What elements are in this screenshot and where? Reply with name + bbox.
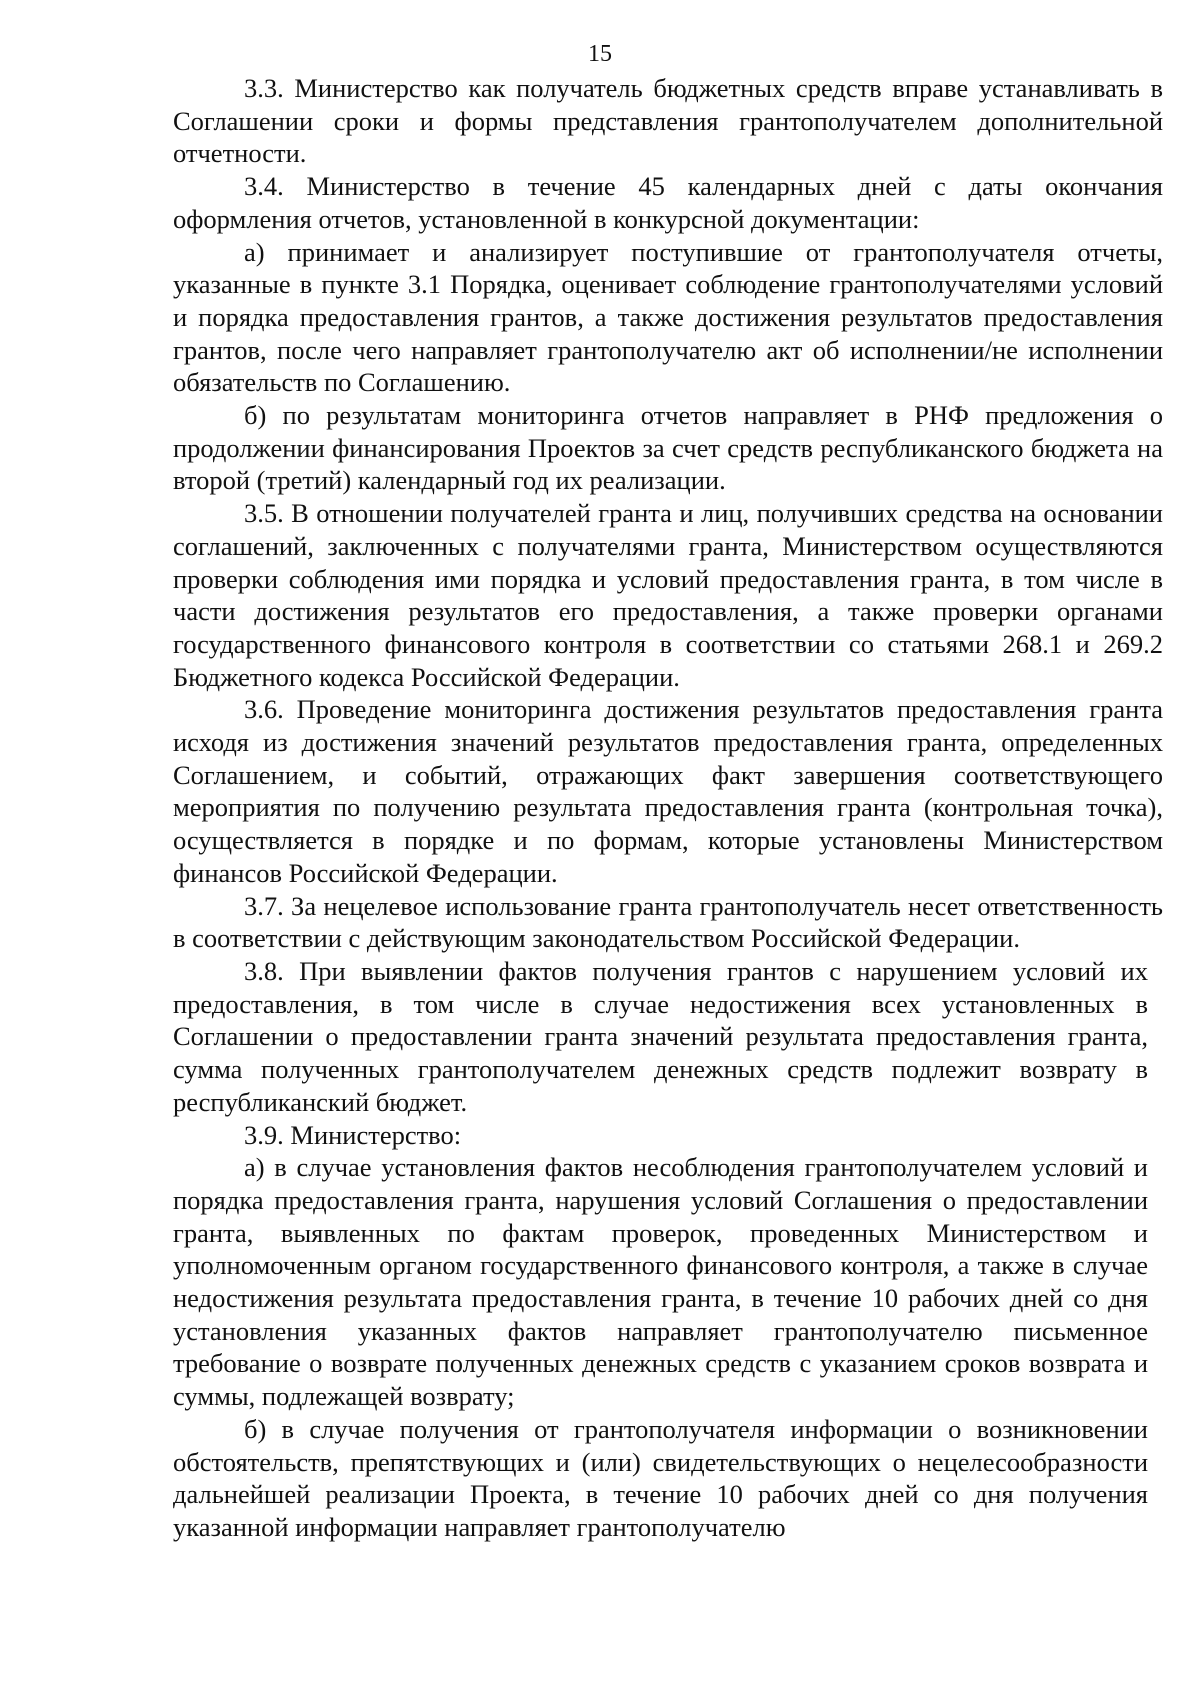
paragraph-3-5: 3.5. В отношении получателей гранта и лиц, получивших средства на основании соглашений, заключенных с получателями гранта, Министерством осуществляются проверки соблюдения ими порядка и условий предоставления гранта, в том числе в части достижения результатов его предоставления, а также проверки органами государственного финансового контроля в соответствии со статьями 268.1 и 269.2 Бюджетного кодекса Российской Федерации.: [173, 498, 1163, 692]
paragraph-3-9-a: а) в случае установления фактов несоблюдения грантополучателем условий и порядка предоставления гранта, нарушения условий Соглашения о предоставлении гранта, выявленных по фактам проверок, проведенных Министерством и уполномоченным органом государственного финансового контроля, а также в случае недостижения результата предоставления гранта, в течение 10 рабочих дней со дня установления указанных фактов направляет грантополучателю письменное требование о возврате полученных денежных средств с указанием сроков возврата и суммы, подлежащей возврату;: [173, 1152, 1148, 1412]
paragraph-3-4: 3.4. Министерство в течение 45 календарных дней с даты окончания оформления отчетов, установленной в конкурсной документации:: [173, 171, 1163, 234]
paragraph-3-6: 3.6. Проведение мониторинга достижения результатов предоставления гранта исходя из достижения значений результатов предоставления гранта, определенных Соглашением, и событий, отражающих факт завершения соответствующего мероприятия по получению результата предоставления гранта (контрольная точка), осуществляется в порядке и по формам, которые установлены Министерством финансов Российской Федерации.: [173, 694, 1163, 888]
paragraph-3-4-a: а) принимает и анализирует поступившие от грантополучателя отчеты, указанные в пункте 3.1 Порядка, оценивает соблюдение грантополучателями условий и порядка предоставления грантов, а также достижения результатов предоставления грантов, после чего направляет грантополучателю акт об исполнении/не исполнении обязательств по Соглашению.: [173, 236, 1163, 398]
page-number: 15: [588, 41, 612, 67]
paragraph-3-4-b: б) по результатам мониторинга отчетов направляет в РНФ предложения о продолжении финансирования Проектов за счет средств республиканского бюджета на второй (третий) календарный год их реализации.: [173, 400, 1163, 496]
document-body: [173, 72, 1163, 1544]
paragraph-3-7: 3.7. За нецелевое использование гранта грантополучатель несет ответственность в соответствии с действующим законодательством Российской Федерации.: [173, 890, 1163, 954]
paragraph-3-9-b: б) в случае получения от грантополучателя информации о возникновении обстоятельств, препятствующих и (или) свидетельствующих о нецелесообразности дальнейшей реализации Проекта, в течение 10 рабочих дней со дня получения указанной информации направляет грантополучателю: [173, 1413, 1148, 1542]
paragraph-3-3: 3.3. Министерство как получатель бюджетных средств вправе устанавливать в Соглашении сроки и формы представления грантополучателем дополнительной отчетности.: [173, 73, 1163, 169]
paragraph-3-8: 3.8. При выявлении фактов получения грантов с нарушением условий их предоставления, в том числе в случае недостижения всех установленных в Соглашении о предоставлении гранта значений результата предоставления гранта, сумма полученных грантополучателем денежных средств подлежит возврату в республиканский бюджет.: [173, 955, 1148, 1117]
paragraph-3-9: 3.9. Министерство:: [244, 1119, 462, 1150]
